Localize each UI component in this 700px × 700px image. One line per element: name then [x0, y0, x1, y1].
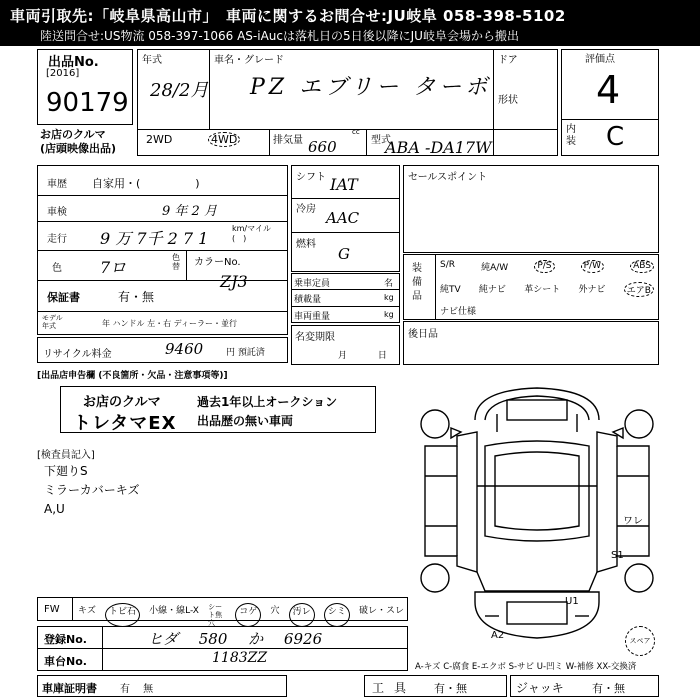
score-label: 評価点: [585, 54, 615, 65]
header-banner: [0, 0, 700, 46]
km-value: 9 万 7千 2 7 1: [100, 229, 209, 248]
weight-label: 車両重量: [294, 312, 331, 322]
equipment-label: 装備品: [412, 263, 422, 302]
shaken-label: 車検: [47, 207, 67, 218]
jack-label: ジャッキ: [516, 681, 564, 695]
back-label: 後日品: [408, 329, 438, 340]
tools-value: 有・無: [434, 682, 467, 695]
jack-value: 有・無: [592, 682, 625, 695]
drive-4wd: 4WD: [208, 132, 240, 147]
fw-item: トビ石: [105, 603, 140, 627]
reki-value: 自家用・( ): [92, 177, 200, 190]
warranty-value: 有・無: [118, 290, 155, 304]
equip-sr: S/R: [440, 260, 455, 270]
inspector-items: [44, 462, 140, 519]
ad-line4: 出品歴の無い車両: [197, 414, 294, 428]
recycle-unit: 円 預託済: [226, 348, 265, 358]
equip-pw: P/W: [581, 260, 604, 273]
lot-number: 90179: [46, 88, 129, 118]
cert-label: 車庫証明書: [42, 682, 97, 695]
type-value: ABA -DA17W: [385, 138, 492, 157]
inspector-label: [検査員記入]: [37, 450, 95, 461]
lot-year: 2016: [49, 68, 76, 79]
km-label: 走行: [47, 234, 67, 245]
mark-ware: ワレ: [623, 516, 643, 527]
equip-navi: 純ナビ: [478, 285, 506, 295]
form-label: 形状: [498, 95, 518, 106]
name-value: PZ エブリー ターボ: [250, 75, 492, 100]
color-value: 7ロ: [100, 258, 127, 277]
spare-stamp-icon: スペア: [625, 626, 655, 656]
km-unit: km/マイル( ): [232, 224, 271, 243]
reg-value: ヒダ 580 か 6926: [148, 630, 323, 648]
header-box: [137, 49, 558, 156]
equip-airbag: エアB: [624, 282, 654, 297]
mark-a2: A2: [491, 630, 505, 641]
mark-u1: U1: [565, 596, 579, 607]
equip-ext-navi: 外ナビ: [578, 285, 606, 295]
disp-value: 660: [308, 138, 337, 156]
meigi-value: 月 日: [338, 351, 387, 361]
recycle-value: 9460: [165, 340, 204, 358]
fw-item: 汚レ: [289, 603, 315, 627]
tools-label: 工具: [372, 681, 417, 695]
ad-line3: 過去1年以上オークション: [197, 395, 338, 409]
back-items-box: [403, 321, 659, 365]
ad-line2: トレタマEX: [73, 413, 177, 434]
fw-item: キズ: [78, 606, 96, 616]
ad-box: [60, 386, 376, 433]
equipment-row2: [440, 282, 654, 297]
drive-2wd: 2WD: [146, 133, 173, 146]
fw-item: 小線・線L-X: [149, 606, 199, 616]
color-no-label: カラーNo.: [194, 257, 241, 268]
banner-line2: 陸送問合せ:US物流 058-397-1066 AS-iAucは落札日の5日後以降にJU岐阜会場から搬出: [40, 29, 519, 43]
ac-value: AAC: [326, 209, 360, 227]
fw-item: シミ: [324, 603, 350, 627]
shift-value: IAT: [330, 175, 358, 194]
load-unit: kg: [384, 293, 394, 302]
equip-aw: 純A/W: [481, 263, 509, 273]
wheel-icon: [625, 410, 653, 438]
door-label: ドア: [498, 55, 518, 66]
fw-item: シート焦穴: [208, 603, 223, 627]
cert-value: 有 無: [120, 684, 154, 695]
mark-s1: S1: [611, 550, 624, 561]
ac-label: 冷房: [296, 204, 316, 215]
wheel-icon: [421, 410, 449, 438]
interior-label: 内装: [566, 124, 576, 147]
equip-tv: 純TV: [440, 285, 461, 295]
name-label: 車名・グレード: [214, 55, 284, 66]
wheel-icon: [421, 564, 449, 592]
fw-item: コゲ: [235, 603, 261, 627]
sales-point-label: セールスポイント: [408, 172, 488, 183]
model-value: 年 ハンドル 左・右 ディーラー・並行: [102, 319, 237, 328]
reg-label: 登録No.: [44, 633, 87, 646]
disp-unit: cc: [352, 128, 360, 136]
chassis-value: 1183ZZ: [212, 650, 268, 666]
ad-line1: お店のクルマ: [83, 395, 161, 410]
fw-label: FW: [44, 604, 60, 615]
shop-note-line1: お店のクルマ: [40, 128, 106, 141]
shop-note: [40, 128, 116, 156]
equipment-row1: [440, 260, 654, 273]
reki-label: 車歴: [47, 179, 67, 190]
damage-legend: A-キズ C-腐食 E-エクボ S-サビ U-凹ミ W-補修 XX-交換済: [415, 662, 637, 672]
warranty-label: 保証書: [47, 291, 80, 304]
interior-value: C: [606, 122, 625, 152]
inspector-item: 下廻りS: [44, 464, 88, 478]
type-label: 型式: [371, 135, 391, 146]
shaken-value: 9 年 2 月: [162, 204, 217, 219]
fw-items: [78, 603, 404, 627]
cap-unit: 名: [384, 279, 394, 289]
disp-label: 排気量: [273, 135, 303, 146]
color-label: 色: [52, 263, 62, 274]
load-label: 積載量: [294, 295, 322, 305]
shop-note-line2: (店頭映像出品): [40, 142, 117, 155]
seller-note-label: [出品店申告欄 (不良箇所・欠品・注意事項等)]: [37, 371, 228, 381]
shift-label: シフト: [296, 172, 326, 183]
color-no-value: ZJ3: [220, 272, 248, 291]
chassis-label: 車台No.: [44, 655, 87, 668]
wheel-icon: [625, 564, 653, 592]
recycle-label: リサイクル料金: [43, 349, 112, 360]
inspector-item: A,U: [44, 502, 65, 516]
lot-box: 出品No. [2016] 90179: [37, 49, 133, 125]
equip-leather: 革シート: [524, 285, 561, 295]
cap-label: 乗車定員: [294, 279, 331, 289]
banner-line1: 車両引取先:「岐阜県高山市」 車両に関するお問合せ:JU岐阜 058-398-5102: [10, 7, 566, 25]
score-value: 4: [596, 68, 621, 112]
weight-unit: kg: [384, 310, 394, 319]
navi-label: ナビ仕様: [440, 307, 477, 317]
lot-label: 出品No.: [48, 55, 99, 70]
model-label: モデル年式: [42, 314, 63, 330]
meigi-label: 名変期限: [295, 332, 335, 343]
nenshiki-value: 28/2月: [150, 80, 209, 101]
fw-item: 穴: [270, 606, 280, 616]
fuel-label: 燃料: [296, 239, 316, 250]
fuel-value: G: [338, 245, 350, 263]
fw-item: 破レ・スレ: [358, 606, 404, 616]
nenshiki-label: 年式: [142, 55, 162, 66]
equip-ps: P/S: [534, 260, 554, 273]
inspector-item: ミラーカバーキズ: [44, 483, 140, 497]
paint-label: 色替: [172, 253, 180, 271]
equip-abs: ABS: [630, 260, 654, 273]
car-diagram: [415, 376, 660, 656]
